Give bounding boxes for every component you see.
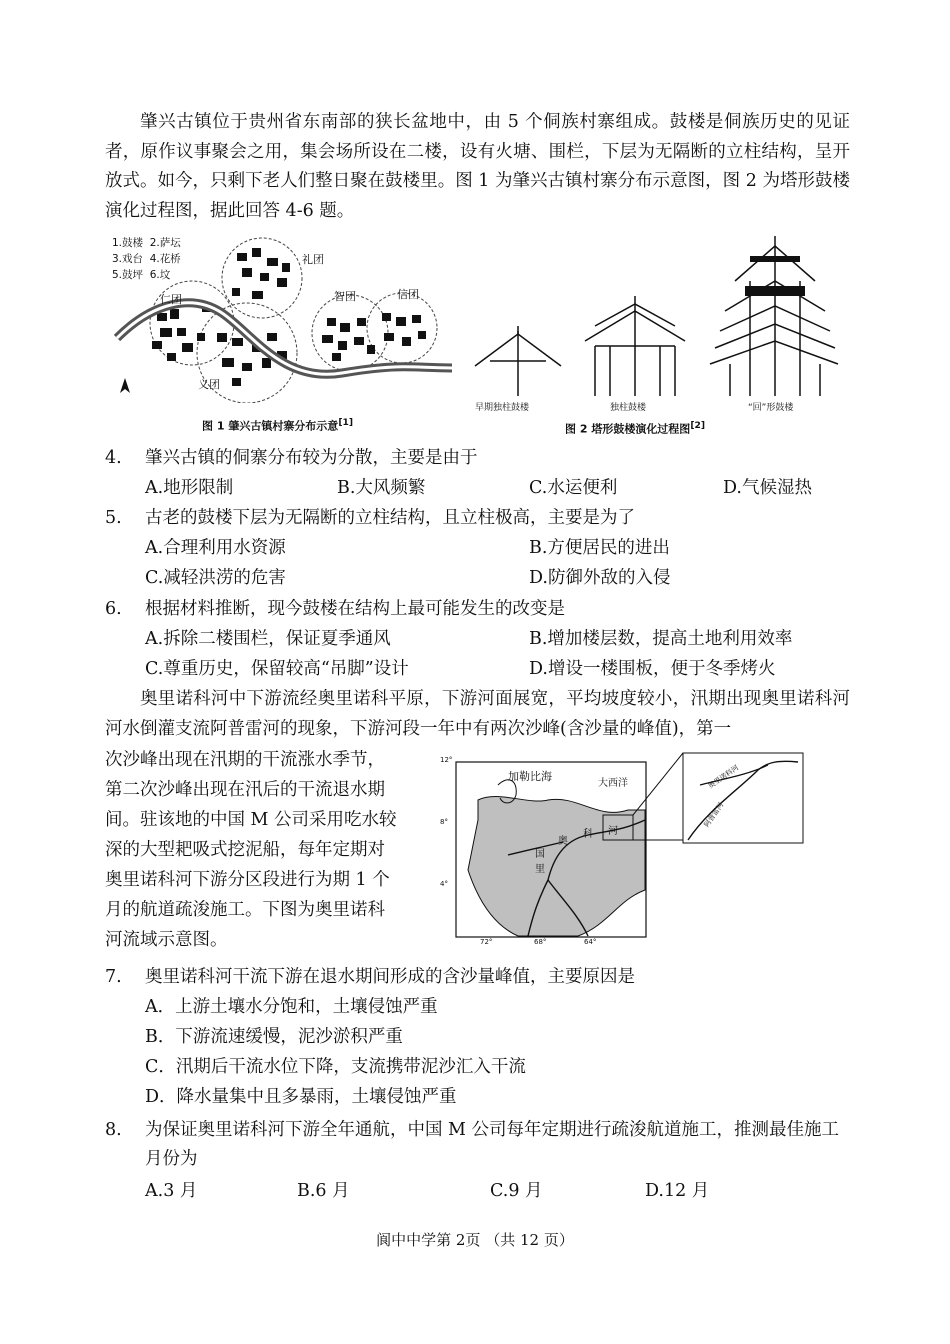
option-c[interactable]: C.尊重历史，保留较高“吊脚”设计 [145,659,409,679]
intro-paragraph: 肇兴古镇位于贵州省东南部的狭长盆地中，由 5 个侗族村寨组成。鼓楼是侗族历史的见证者，原作议事聚会之用，集会场所设在二楼，设有火塘、围栏，下层为无隔断的立柱结构，呈开放式。如今，只剩下老人们整日聚在鼓楼里。图 1 为肇兴古镇村寨分布示意图，图 2 为塔形鼓楼演化过程图，据此回答 4-6 题。 [105,112,850,221]
option-a[interactable]: A.合理利用水资源 [145,538,286,558]
option-a[interactable]: A．上游土壤水分饱和，土壤侵蚀严重 [145,997,438,1017]
option-d[interactable]: D.气候湿热 [723,478,812,498]
label-country-1: 国 [535,849,545,860]
label-country-2: 里 [535,864,545,875]
option-b[interactable]: B.方便居民的进出 [529,538,670,558]
option-d[interactable]: D.12 月 [645,1181,710,1201]
figure-1 [112,233,462,433]
option-a[interactable]: A.3 月 [145,1181,198,1201]
fig1-caption: 图 1 肇兴古镇村寨分布示意[1] [202,417,354,433]
option-b[interactable]: B.大风频繁 [337,478,426,498]
label-atlantic: 大西洋 [598,778,628,789]
side-line-5: 奥里诺科河下游分区段进行为期 1 个 [105,870,390,890]
drum-tower-graphic [470,236,840,406]
lat-8: 8° [440,818,448,826]
label-zhi-tuan: 智团 [334,290,356,303]
question-text: 肇兴古镇的侗寨分布较为分散，主要是由于 [145,448,478,468]
inset-orinoco-label: 奥里诺科河 [706,763,741,791]
question-number: 6. [105,599,122,619]
option-a[interactable]: A.地形限制 [145,478,234,498]
question-number: 4. [105,448,122,468]
lon-72: 72° [480,938,493,946]
legend-line-3: 5.鼓坪 6.坟 [112,269,171,281]
side-line-1: 次沙峰出现在汛期的干流涨水季节， [105,750,385,770]
legend-line-2: 3.戏台 4.花桥 [112,253,181,265]
question-text: 根据材料推断，现今鼓楼在结构上最可能发生的改变是 [145,599,565,619]
question-5 [105,504,855,594]
question-7 [105,963,855,1113]
side-line-6: 月的航道疏浚施工。下图为奥里诺科 [105,900,385,920]
label-river-3: 河 [608,826,618,837]
option-c[interactable]: C．汛期后干流水位下降，支流携带泥沙汇入干流 [145,1057,526,1077]
figure-2 [470,236,840,436]
page-footer: 阆中中学第 2页 （共 12 页） [376,1231,574,1249]
label-li-tuan: 礼团 [302,253,324,266]
label-single-column-tower: 独柱鼓楼 [610,403,647,413]
option-c[interactable]: C.减轻洪涝的危害 [145,568,286,588]
orinoco-map [438,750,848,950]
option-a[interactable]: A.拆除二楼围栏，保证夏季通风 [145,629,391,649]
question-number: 7. [105,967,122,987]
fig2-caption: 图 2 塔形鼓楼演化过程图[2] [565,420,706,436]
orinoco-map-graphic [438,750,848,950]
option-d[interactable]: D.防御外敌的入侵 [529,568,671,588]
lon-64: 64° [584,938,597,946]
lat-4: 4° [440,880,448,888]
option-c[interactable]: C.9 月 [490,1181,543,1201]
question-text: 奥里诺科河干流下游在退水期间形成的含沙量峰值，主要原因是 [145,967,635,987]
option-d[interactable]: D．降水量集中且多暴雨，土壤侵蚀严重 [145,1087,457,1107]
side-line-3: 间。驻该地的中国 M 公司采用吃水较 [105,810,397,830]
question-6 [105,595,855,685]
label-hui-tower: “回”形鼓楼 [748,403,794,413]
label-caribbean-sea: 加勒比海 [508,770,552,783]
question-text: 古老的鼓楼下层为无隔断的立柱结构，且立柱极高，主要是为了 [145,508,635,528]
option-b[interactable]: B.增加楼层数，提高土地利用效率 [529,629,793,649]
question-number: 8. [105,1120,122,1140]
question-8 [105,1116,855,1211]
question-4 [105,444,855,504]
legend-line-1: 1.鼓楼 2.萨坛 [112,237,181,249]
side-line-2: 第二次沙峰出现在汛后的干流退水期 [105,780,385,800]
label-xin-tuan: 信团 [397,288,419,301]
label-river-1: 奥 [558,836,568,847]
lon-68: 68° [534,938,547,946]
label-yi-tuan: 义团 [198,378,220,391]
fig1-legend [112,235,181,283]
option-b[interactable]: B.6 月 [297,1181,350,1201]
intro2-paragraph: 奥里诺科河中下游流经奥里诺科平原，下游河面展宽，平均坡度较小，汛期出现奥里诺科河河水倒灌支流阿普雷河的现象，下游河段一年中有两次沙峰(含沙量的峰值)，第一 [105,689,850,739]
label-river-2: 科 [583,829,593,840]
label-early-tower: 早期独柱鼓楼 [475,403,530,413]
inset-apure-label: 阿普雷河 [702,801,726,829]
option-c[interactable]: C.水运便利 [529,478,618,498]
intro2-side-text [105,745,425,955]
option-b[interactable]: B．下游流速缓慢，泥沙淤积严重 [145,1027,403,1047]
side-line-4: 深的大型耙吸式挖泥船，每年定期对 [105,840,385,860]
lat-12: 12° [440,756,453,764]
question-number: 5. [105,508,122,528]
label-ren-tuan: 仁团 [160,293,182,306]
question-text: 为保证奥里诺科河下游全年通航，中国 M 公司每年定期进行疏浚航道施工，推测最佳施工月份为 [145,1120,840,1169]
side-line-7: 河流域示意图。 [105,930,228,950]
option-d[interactable]: D.增设一楼围板，便于冬季烤火 [529,659,776,679]
